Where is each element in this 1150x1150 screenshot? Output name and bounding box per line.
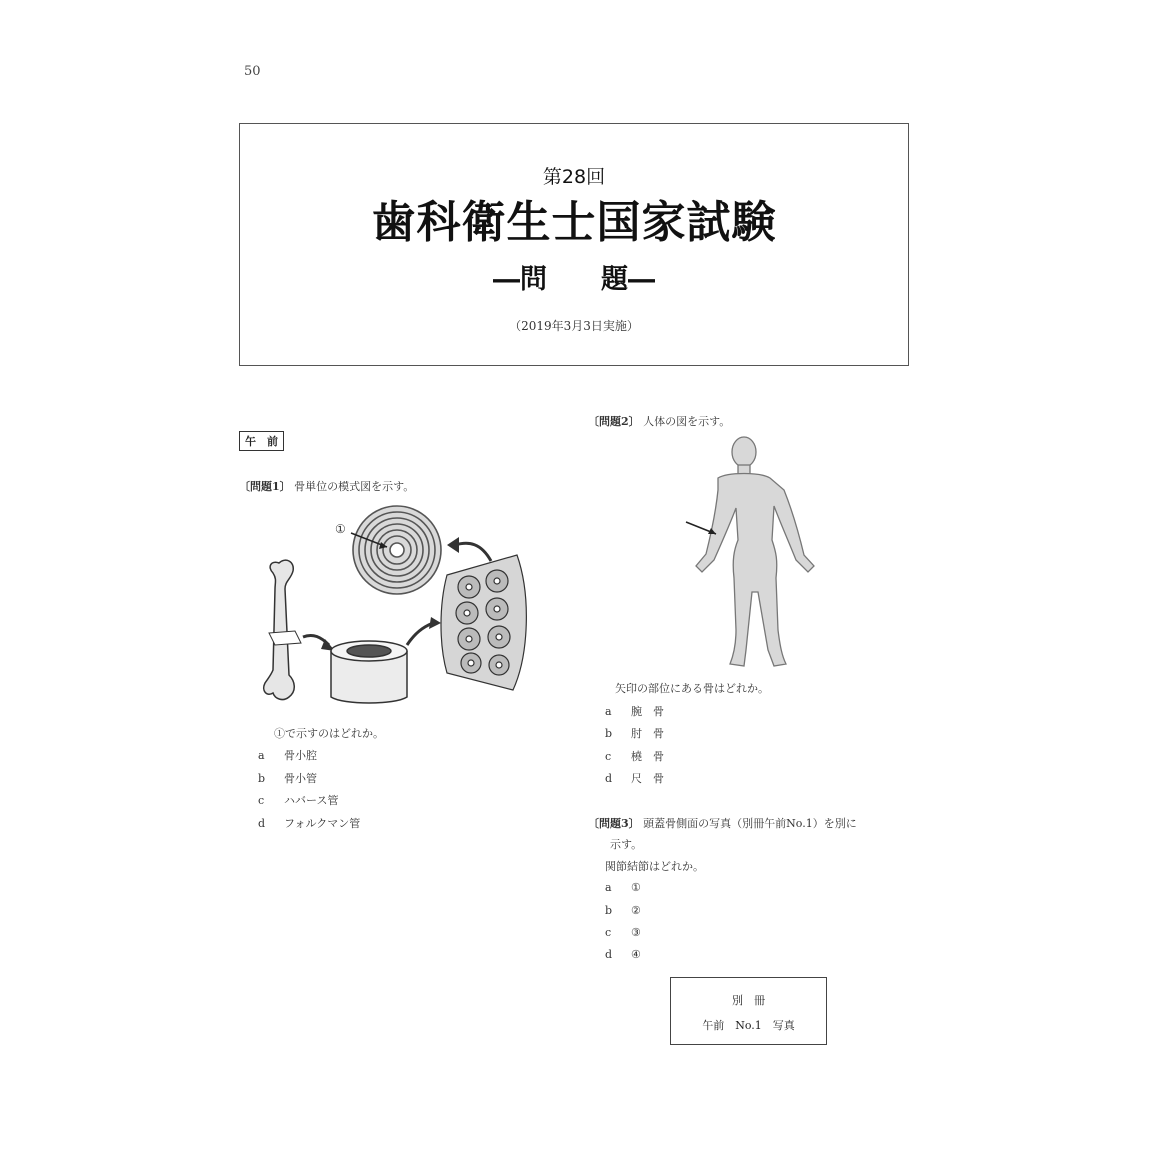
supplement-title: 別 冊 — [732, 994, 765, 1007]
osteon-diagram — [255, 505, 545, 710]
femur-illustration — [264, 560, 301, 699]
question-3-choice-c[interactable]: c ③ — [605, 926, 641, 939]
question-3-number: 〔問題3〕 — [588, 817, 640, 830]
question-2-choice-a[interactable]: a 腕 骨 — [605, 705, 664, 718]
question-3-header — [588, 815, 857, 831]
question-1-choice-d[interactable]: d フォルクマン管 — [258, 817, 361, 830]
question-3-choice-a[interactable]: a ① — [605, 881, 641, 894]
human-body-figure — [670, 430, 840, 675]
supplement-detail: 午前 No.1 写真 — [702, 1019, 795, 1032]
question-2-stem: 矢印の部位にある骨はどれか。 — [615, 682, 769, 695]
question-1-stem: ①で示すのはどれか。 — [274, 727, 384, 740]
question-2-prompt: 人体の図を示す。 — [643, 415, 731, 428]
question-2-header — [588, 413, 730, 429]
question-1-choice-b[interactable]: b 骨小管 — [258, 772, 317, 785]
question-2-choice-b[interactable]: b 肘 骨 — [605, 727, 664, 740]
question-3-prompt-continued: 示す。 — [610, 838, 643, 851]
question-3-choice-b[interactable]: b ② — [605, 904, 641, 917]
question-1-header — [239, 478, 414, 494]
question-2-choice-d[interactable]: d 尺 骨 — [605, 772, 664, 785]
question-1-prompt: 骨単位の模式図を示す。 — [294, 480, 415, 493]
question-1-choice-c[interactable]: c ハバース管 — [258, 794, 339, 807]
page-number: 50 — [244, 64, 261, 79]
bone-cylinder — [331, 641, 407, 703]
figure-label-1: ① — [335, 522, 346, 536]
question-2-number: 〔問題2〕 — [588, 415, 640, 428]
osteon-closeup — [353, 506, 441, 594]
exam-edition: 第28回 — [542, 166, 606, 188]
question-3-stem: 関節結節はどれか。 — [605, 860, 704, 873]
question-2-choice-c[interactable]: c 橈 骨 — [605, 750, 664, 763]
session-label: 午 前 — [239, 431, 284, 451]
exam-subtitle: ―問 題― — [493, 264, 655, 295]
supplement-reference-box — [670, 977, 827, 1045]
title-box — [239, 123, 909, 366]
exam-date: （2019年3月3日実施） — [509, 319, 639, 333]
exam-title: 歯科衛生士国家試験 — [371, 197, 777, 248]
question-3-prompt: 頭蓋骨側面の写真（別冊午前No.1）を別に — [643, 817, 857, 830]
question-1-number: 〔問題1〕 — [239, 480, 291, 493]
question-3-choice-d[interactable]: d ④ — [605, 948, 641, 961]
compact-bone-section — [441, 555, 526, 690]
question-1-choice-a[interactable]: a 骨小腔 — [258, 749, 317, 762]
